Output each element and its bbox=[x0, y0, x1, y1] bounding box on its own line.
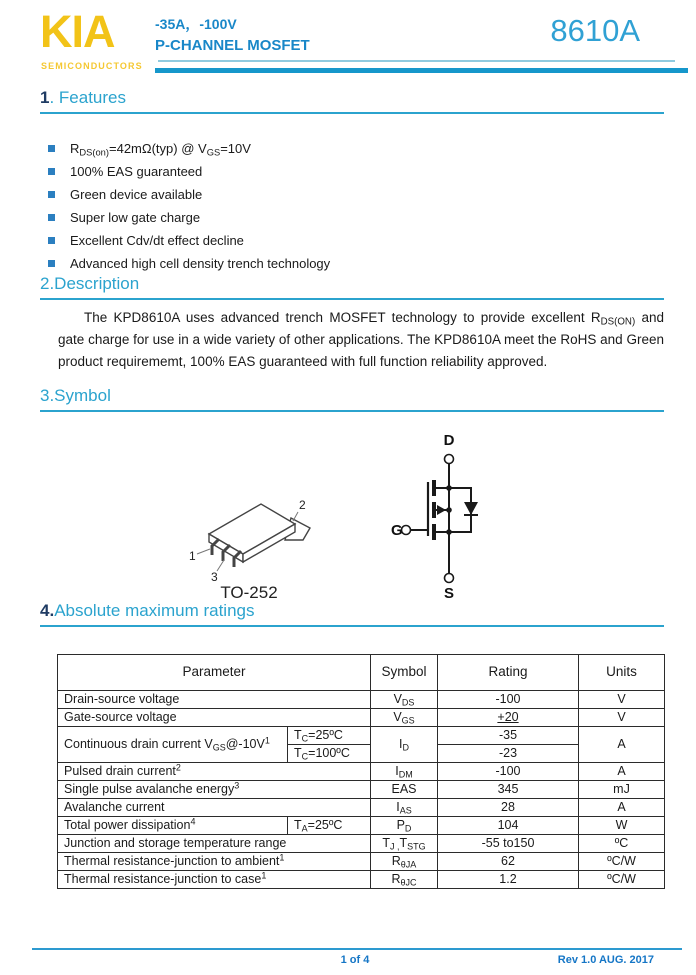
header-rule-thin bbox=[158, 60, 675, 62]
table-cell: -35 bbox=[438, 727, 579, 745]
bullet-square-icon bbox=[48, 168, 55, 175]
table-cell: $T_A=25ºC$ bbox=[288, 817, 371, 835]
table-cell: W bbox=[579, 817, 665, 835]
feature-item bbox=[48, 210, 648, 233]
package-name-label: TO-252 bbox=[220, 583, 278, 602]
table-cell: $T_{J ,}T_{STG}$ bbox=[371, 835, 438, 853]
pin-1-label: 1 bbox=[189, 549, 196, 563]
section-title: . Features bbox=[49, 88, 127, 107]
table-cell: ºC/W bbox=[579, 853, 665, 871]
table-cell: -100 bbox=[438, 691, 579, 709]
pin-3-label: 3 bbox=[211, 570, 218, 584]
table-cell: A bbox=[579, 799, 665, 817]
table-cell: Drain-source voltage bbox=[58, 691, 371, 709]
feature-item bbox=[48, 141, 648, 164]
table-cell: $V_{DS}$ bbox=[371, 691, 438, 709]
table-row bbox=[58, 763, 665, 781]
gate-label: G bbox=[391, 522, 403, 539]
table-cell: Avalanche current bbox=[58, 799, 371, 817]
section-heading-ratings bbox=[40, 601, 664, 627]
col-header-symbol: Symbol bbox=[371, 655, 438, 691]
table-row bbox=[58, 871, 665, 889]
table-cell: V bbox=[579, 691, 665, 709]
source-label: S bbox=[443, 585, 455, 602]
feature-text: Excellent Cdv/dt effect decline bbox=[70, 233, 244, 248]
table-cell: Thermal resistance-junction to ambient$^1$ bbox=[58, 853, 371, 871]
section-heading-description: 2.Description bbox=[40, 274, 664, 300]
brand-logo: KIA bbox=[40, 6, 115, 57]
table-cell: $I_D$ bbox=[371, 727, 438, 763]
page-number: 1 of 4 bbox=[340, 954, 370, 966]
brand-logo-subtext: SEMICONDUCTORS bbox=[41, 61, 143, 71]
table-row bbox=[58, 691, 665, 709]
pin-2-label: 2 bbox=[299, 498, 306, 512]
gate-terminal bbox=[402, 526, 411, 535]
footer-rule bbox=[32, 948, 682, 950]
body-diode-branch bbox=[449, 488, 471, 532]
table-row bbox=[58, 709, 665, 727]
source-terminal bbox=[445, 574, 454, 583]
table-cell: Single pulse avalanche energy$^3$ bbox=[58, 781, 371, 799]
ratings-table-body bbox=[58, 691, 665, 889]
table-cell: ºC bbox=[579, 835, 665, 853]
feature-text: 100% EAS guaranteed bbox=[70, 164, 203, 179]
table-cell: $I_{AS}$ bbox=[371, 799, 438, 817]
table-cell: -55 to150 bbox=[438, 835, 579, 853]
table-row bbox=[58, 727, 665, 745]
part-number: 8610A bbox=[550, 13, 640, 48]
drain-terminal bbox=[445, 455, 454, 464]
table-cell: $T_C=100ºC$ bbox=[288, 745, 371, 763]
bullet-square-icon bbox=[48, 145, 55, 152]
body-arrow bbox=[437, 505, 446, 515]
mosfet-symbol bbox=[386, 430, 516, 602]
table-cell: Total power dissipation$^4$ bbox=[58, 817, 288, 835]
device-rating-line: -35A，-100V bbox=[155, 16, 237, 32]
table-cell: $P_D$ bbox=[371, 817, 438, 835]
bullet-square-icon bbox=[48, 214, 55, 221]
revision-label: Rev 1.0 AUG. 2017 bbox=[557, 954, 654, 966]
table-cell: 345 bbox=[438, 781, 579, 799]
table-cell: +20 bbox=[438, 709, 579, 727]
section-number: 4. bbox=[40, 601, 55, 620]
table-cell: Pulsed drain current$^2$ bbox=[58, 763, 371, 781]
table-cell: Junction and storage temperature range bbox=[58, 835, 371, 853]
header-rule-thick bbox=[155, 68, 688, 73]
table-row bbox=[58, 853, 665, 871]
table-cell: -100 bbox=[438, 763, 579, 781]
col-header-units: Units bbox=[579, 655, 665, 691]
table-header-row bbox=[58, 655, 665, 691]
table-cell: $V_{GS}$ bbox=[371, 709, 438, 727]
absolute-maximum-ratings-table bbox=[57, 654, 665, 889]
table-cell: $R_{\theta JC}$ bbox=[371, 871, 438, 889]
table-row bbox=[58, 781, 665, 799]
section-heading-features bbox=[40, 88, 664, 114]
feature-text: $R_{DS(on)}=42m\Omega(typ)$ @ $V_{GS}=10V$ bbox=[70, 141, 251, 158]
feature-item bbox=[48, 164, 648, 187]
bullet-square-icon bbox=[48, 237, 55, 244]
table-cell: $T_C=25ºC$ bbox=[288, 727, 371, 745]
table-cell: 62 bbox=[438, 853, 579, 871]
description-paragraph: The KPD8610A uses advanced trench MOSFET technology to provide excellent $R_{DS(ON)}$ and gate charge for use in a wide variety of other applications. The KPD8610A meet the RoHS and Green product requirememt, 100% EAS guaranteed with full function reliability approved. bbox=[58, 310, 664, 369]
table-cell: V bbox=[579, 709, 665, 727]
section-heading-symbol: 3.Symbol bbox=[40, 386, 664, 412]
device-summary bbox=[155, 14, 310, 56]
table-row bbox=[58, 817, 665, 835]
table-cell: $R_{\theta JA}$ bbox=[371, 853, 438, 871]
drain-label: D bbox=[443, 432, 455, 449]
table-row bbox=[58, 835, 665, 853]
section-title: Absolute maximum ratings bbox=[54, 601, 255, 620]
table-cell: 28 bbox=[438, 799, 579, 817]
table-cell: Continuous drain current $V_{GS}@-10V^1$ bbox=[58, 727, 288, 763]
bullet-square-icon bbox=[48, 191, 55, 198]
table-cell: ºC/W bbox=[579, 871, 665, 889]
table-cell: Thermal resistance-junction to case$^1$ bbox=[58, 871, 371, 889]
feature-item bbox=[48, 187, 648, 210]
table-cell: Gate-source voltage bbox=[58, 709, 371, 727]
feature-text: Super low gate charge bbox=[70, 210, 201, 225]
table-cell: $I_{DM}$ bbox=[371, 763, 438, 781]
features-list bbox=[48, 141, 648, 279]
package-drawing bbox=[173, 488, 325, 602]
col-header-parameter: Parameter bbox=[58, 655, 371, 691]
table-cell: mJ bbox=[579, 781, 665, 799]
device-type-line: P-CHANNEL MOSFET bbox=[155, 37, 310, 54]
diode-triangle bbox=[464, 502, 478, 515]
col-header-rating: Rating bbox=[438, 655, 579, 691]
section-number: 1 bbox=[40, 88, 50, 107]
table-cell: EAS bbox=[371, 781, 438, 799]
bullet-square-icon bbox=[48, 260, 55, 267]
table-cell: 1.2 bbox=[438, 871, 579, 889]
table-cell: -23 bbox=[438, 745, 579, 763]
table-row bbox=[58, 799, 665, 817]
table-cell: 104 bbox=[438, 817, 579, 835]
feature-text: Advanced high cell density trench technology bbox=[70, 256, 331, 271]
table-cell: A bbox=[579, 727, 665, 763]
table-cell: A bbox=[579, 763, 665, 781]
feature-item bbox=[48, 233, 648, 256]
feature-text: Green device available bbox=[70, 187, 203, 202]
